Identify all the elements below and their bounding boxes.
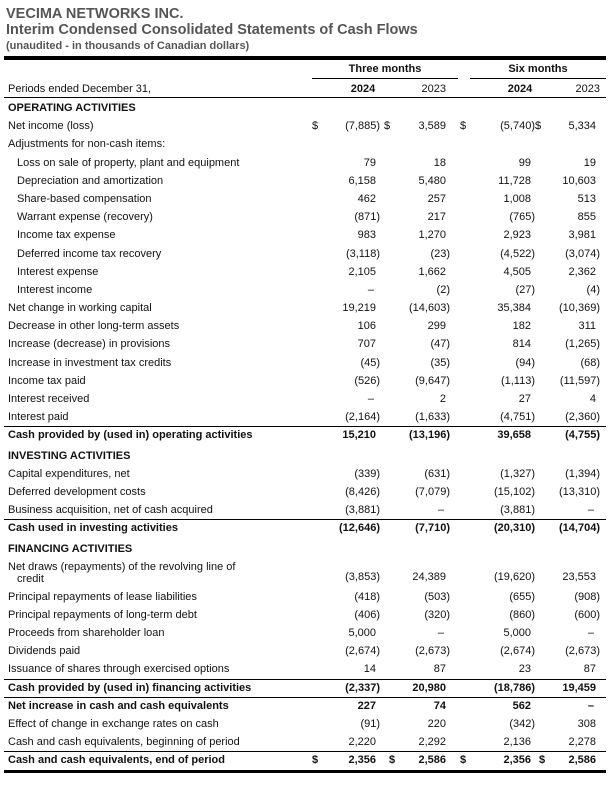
table-row bbox=[0, 172, 613, 190]
total-row bbox=[0, 519, 613, 537]
row-label bbox=[8, 426, 253, 444]
table-row bbox=[0, 354, 613, 372]
value-cell: (600) bbox=[574, 608, 600, 621]
row-label bbox=[8, 299, 152, 317]
value-cell: (3,853) bbox=[345, 570, 380, 583]
value-cell: (908) bbox=[574, 590, 600, 603]
value-cell: (14,704) bbox=[559, 522, 600, 535]
row-label bbox=[8, 390, 89, 408]
value-cell: (7,079) bbox=[415, 485, 450, 498]
value-cell: 311 bbox=[578, 320, 596, 333]
row-label-text: Net increase in cash and cash equivalents bbox=[8, 699, 229, 712]
value-cell: (91) bbox=[360, 718, 380, 730]
table-row bbox=[0, 465, 613, 483]
value-cell: (526) bbox=[354, 374, 380, 387]
value-cell: (860) bbox=[509, 608, 535, 621]
statement-subtitle: (unaudited - in thousands of Canadian dollars) bbox=[6, 40, 250, 52]
row-label bbox=[8, 606, 197, 624]
total-row bbox=[0, 679, 613, 697]
table-row bbox=[0, 335, 613, 353]
value-cell: 35,384 bbox=[497, 302, 531, 315]
value-cell: 99 bbox=[518, 156, 531, 169]
table-row bbox=[0, 697, 613, 715]
value-cell: (9,647) bbox=[415, 374, 450, 387]
value-cell: (3,881) bbox=[500, 504, 535, 517]
row-label bbox=[17, 263, 98, 281]
value-cell: 11,728 bbox=[498, 174, 531, 187]
total-row bbox=[0, 751, 613, 769]
value-cell: (3,074) bbox=[565, 247, 600, 260]
value-cell: (27) bbox=[515, 283, 535, 296]
value-cell: 10,603 bbox=[562, 174, 596, 187]
row-label bbox=[8, 561, 268, 585]
row-label bbox=[8, 117, 94, 135]
row-label-text: Interest received bbox=[8, 393, 90, 405]
column-group-three-months: Three months bbox=[348, 63, 422, 75]
value-cell: 5,000 bbox=[503, 627, 531, 640]
table-row bbox=[0, 190, 613, 208]
value-cell: (1,265) bbox=[565, 338, 600, 351]
table-row bbox=[0, 135, 613, 153]
row-label bbox=[17, 208, 153, 226]
row-label-text: Cash and cash equivalents, end of period bbox=[8, 754, 225, 767]
row-label-text: INVESTING ACTIVITIES bbox=[8, 449, 131, 462]
row-label-text: OPERATING ACTIVITIES bbox=[8, 102, 136, 114]
row-label bbox=[8, 624, 165, 642]
value-cell: (342) bbox=[509, 718, 535, 730]
value-cell: (4) bbox=[586, 283, 600, 296]
table-row bbox=[0, 299, 613, 317]
row-label bbox=[17, 172, 163, 190]
header-underline bbox=[4, 97, 606, 98]
table-row bbox=[0, 281, 613, 299]
value-cell: 2,586 bbox=[568, 754, 596, 767]
group-underline bbox=[470, 78, 606, 79]
currency-symbol: $ bbox=[539, 754, 546, 767]
row-label bbox=[8, 317, 179, 335]
value-cell: 1,270 bbox=[418, 229, 446, 242]
row-label bbox=[8, 679, 251, 697]
value-cell: 87 bbox=[433, 663, 446, 676]
value-cell: 707 bbox=[357, 338, 376, 351]
currency-symbol: $ bbox=[535, 120, 542, 133]
value-cell: (15,102) bbox=[494, 485, 535, 498]
row-label-text: Loss on sale of property, plant and equipment bbox=[17, 156, 240, 169]
value-cell: 308 bbox=[577, 718, 596, 730]
value-cell: 19 bbox=[583, 156, 596, 169]
value-cell: 2,105 bbox=[348, 265, 376, 278]
table-row bbox=[0, 317, 613, 335]
value-cell: (2,164) bbox=[345, 411, 380, 424]
row-label-text: Capital expenditures, net bbox=[8, 467, 130, 480]
value-cell: 87 bbox=[583, 663, 596, 676]
row-label bbox=[17, 226, 115, 244]
value-cell: (631) bbox=[424, 467, 450, 480]
row-label-text: Deferred development costs bbox=[8, 485, 146, 498]
row-label-text: Interest paid bbox=[8, 411, 69, 424]
value-cell: 5,334 bbox=[568, 120, 596, 133]
value-cell: (418) bbox=[354, 590, 380, 603]
currency-symbol: $ bbox=[460, 754, 467, 767]
row-label bbox=[8, 540, 132, 558]
value-cell: (13,310) bbox=[559, 485, 600, 498]
row-label bbox=[8, 465, 130, 483]
row-label-text: Cash provided by (used in) operating activities bbox=[8, 429, 253, 442]
value-cell: 5,480 bbox=[418, 174, 446, 187]
value-cell: 3,589 bbox=[418, 120, 446, 133]
value-cell: 257 bbox=[427, 192, 446, 205]
value-cell: (14,603) bbox=[409, 302, 450, 315]
value-cell: 1,008 bbox=[503, 192, 531, 205]
section-header bbox=[0, 540, 613, 558]
value-cell: (8,426) bbox=[345, 485, 380, 498]
value-cell: 74 bbox=[433, 699, 446, 712]
table-row bbox=[0, 226, 613, 244]
value-cell: 2 bbox=[439, 393, 446, 405]
value-cell: 2,362 bbox=[568, 265, 596, 278]
table-row bbox=[0, 483, 613, 501]
currency-symbol: $ bbox=[312, 120, 319, 133]
value-cell: (45) bbox=[360, 356, 380, 369]
table-row bbox=[0, 245, 613, 263]
table-row bbox=[0, 263, 613, 281]
value-cell: (406) bbox=[354, 608, 380, 621]
table-row bbox=[0, 733, 613, 751]
row-label-text: Deferred income tax recovery bbox=[17, 247, 162, 260]
row-label bbox=[8, 751, 225, 769]
value-cell: (4,522) bbox=[500, 247, 535, 260]
value-cell: – bbox=[367, 283, 374, 296]
row-label-text: Effect of change in exchange rates on cash bbox=[8, 718, 219, 730]
value-cell: 220 bbox=[427, 718, 446, 730]
value-cell: (10,369) bbox=[559, 302, 600, 315]
value-cell: 19,219 bbox=[342, 302, 376, 315]
row-label bbox=[8, 99, 136, 117]
value-cell: 182 bbox=[512, 320, 531, 333]
cash-flow-table bbox=[0, 99, 613, 770]
value-cell: (2,360) bbox=[565, 411, 600, 424]
value-cell: (1,633) bbox=[415, 411, 450, 424]
value-cell: (18,786) bbox=[494, 681, 535, 694]
section-header bbox=[0, 99, 613, 117]
value-cell: 14 bbox=[363, 663, 376, 676]
row-label bbox=[8, 372, 86, 390]
value-cell: 2,292 bbox=[418, 736, 446, 749]
value-cell: 983 bbox=[357, 229, 376, 242]
value-cell: 20,980 bbox=[412, 681, 446, 694]
value-cell: 24,389 bbox=[412, 570, 446, 583]
value-cell: (5,740) bbox=[500, 120, 535, 133]
row-label-text: Depreciation and amortization bbox=[17, 174, 164, 187]
row-label-text: Net change in working capital bbox=[8, 302, 152, 315]
table-row bbox=[0, 715, 613, 733]
row-label-text: Cash used in investing activities bbox=[8, 522, 178, 535]
value-cell: – bbox=[587, 627, 594, 640]
value-cell: (765) bbox=[509, 211, 535, 224]
currency-symbol: $ bbox=[460, 120, 467, 133]
value-cell: (4,755) bbox=[565, 429, 600, 442]
currency-symbol: $ bbox=[312, 754, 319, 767]
row-label-text: Interest income bbox=[17, 283, 93, 296]
value-cell: (2) bbox=[436, 283, 450, 296]
value-cell: (19,620) bbox=[494, 570, 535, 583]
total-row bbox=[0, 426, 613, 444]
header-rule bbox=[4, 56, 606, 60]
value-cell: 299 bbox=[427, 320, 446, 333]
row-label bbox=[8, 588, 197, 606]
value-cell: (1,327) bbox=[500, 467, 535, 480]
row-label bbox=[17, 190, 152, 208]
value-cell: (2,674) bbox=[500, 645, 535, 658]
column-year: 2024 bbox=[507, 83, 533, 95]
table-bottom-rule bbox=[4, 770, 606, 773]
currency-symbol: $ bbox=[389, 754, 396, 767]
value-cell: (320) bbox=[424, 608, 450, 621]
value-cell: (20,310) bbox=[494, 522, 535, 535]
value-cell: (2,674) bbox=[345, 645, 380, 658]
table-row bbox=[0, 208, 613, 226]
row-label-text: Income tax expense bbox=[17, 229, 116, 242]
row-label-text: Share-based compensation bbox=[17, 192, 152, 205]
value-cell: – bbox=[367, 393, 374, 405]
row-label-continuation: credit bbox=[17, 572, 44, 585]
value-cell: 2,356 bbox=[503, 754, 531, 767]
value-cell: – bbox=[587, 699, 594, 712]
value-cell: 15,210 bbox=[342, 429, 376, 442]
table-row bbox=[0, 501, 613, 519]
value-cell: (2,673) bbox=[565, 645, 600, 658]
value-cell: 2,278 bbox=[568, 736, 596, 749]
row-label bbox=[8, 135, 165, 153]
row-label-text: Increase (decrease) in provisions bbox=[8, 338, 171, 351]
value-cell: (4,751) bbox=[500, 411, 535, 424]
value-cell: 23 bbox=[518, 663, 531, 676]
value-cell: 562 bbox=[512, 699, 531, 712]
value-cell: (3,118) bbox=[345, 247, 380, 260]
row-label-text: Issuance of shares through exercised options bbox=[8, 663, 230, 676]
group-underline bbox=[312, 78, 458, 79]
value-cell: 39,658 bbox=[497, 429, 531, 442]
currency-symbol: $ bbox=[384, 120, 391, 133]
table-row bbox=[0, 624, 613, 642]
value-cell: (2,673) bbox=[415, 645, 450, 658]
row-label-text: Decrease in other long-term assets bbox=[8, 320, 180, 333]
table-row bbox=[0, 660, 613, 678]
company-name: VECIMA NETWORKS INC. bbox=[6, 6, 184, 22]
row-label bbox=[8, 660, 229, 678]
row-label-text: Adjustments for non-cash items: bbox=[8, 138, 166, 151]
value-cell: 814 bbox=[512, 338, 531, 351]
row-label bbox=[17, 154, 239, 172]
value-cell: (1,394) bbox=[565, 467, 600, 480]
value-cell: 1,662 bbox=[418, 265, 446, 278]
value-cell: (7,885) bbox=[345, 120, 380, 133]
value-cell: 462 bbox=[357, 192, 376, 205]
value-cell: (655) bbox=[509, 590, 535, 603]
value-cell: (1,113) bbox=[500, 374, 535, 387]
value-cell: (11,597) bbox=[559, 374, 600, 387]
row-label bbox=[8, 519, 178, 537]
value-cell: (3,881) bbox=[345, 504, 380, 517]
row-label-text: Net draws (repayments) of the revolving line of bbox=[8, 560, 236, 573]
value-cell: 79 bbox=[363, 156, 376, 169]
row-label bbox=[8, 733, 240, 751]
value-cell: – bbox=[437, 627, 444, 640]
value-cell: 4,505 bbox=[503, 265, 531, 278]
value-cell: 18 bbox=[433, 156, 446, 169]
value-cell: (7,710) bbox=[415, 522, 450, 535]
row-label-text: Increase in investment tax credits bbox=[8, 356, 172, 369]
section-header bbox=[0, 447, 613, 465]
value-cell: (94) bbox=[515, 356, 535, 369]
row-label-text: Business acquisition, net of cash acquired bbox=[8, 504, 213, 517]
row-label-text: Net income (loss) bbox=[8, 120, 94, 133]
row-label bbox=[17, 245, 161, 263]
value-cell: (503) bbox=[424, 590, 450, 603]
row-label bbox=[8, 335, 170, 353]
row-label bbox=[8, 715, 219, 733]
value-cell: 27 bbox=[518, 393, 531, 405]
value-cell: (47) bbox=[430, 338, 450, 351]
value-cell: (871) bbox=[354, 211, 380, 224]
row-label bbox=[8, 483, 146, 501]
table-row bbox=[0, 390, 613, 408]
value-cell: – bbox=[437, 504, 444, 517]
value-cell: (13,196) bbox=[409, 429, 450, 442]
value-cell: (68) bbox=[580, 356, 600, 369]
row-label bbox=[8, 408, 69, 426]
row-label bbox=[8, 697, 229, 715]
table-row bbox=[0, 408, 613, 426]
row-label-text: Principal repayments of long-term debt bbox=[8, 608, 197, 621]
column-year: 2024 bbox=[350, 83, 376, 95]
row-label-text: Income tax paid bbox=[8, 374, 86, 387]
value-cell: 23,553 bbox=[562, 570, 596, 583]
value-cell: 3,981 bbox=[568, 229, 596, 242]
row-label bbox=[17, 281, 92, 299]
row-label bbox=[8, 354, 171, 372]
value-cell: 217 bbox=[427, 211, 446, 224]
value-cell: 2,220 bbox=[348, 736, 376, 749]
row-label-text: Proceeds from shareholder loan bbox=[8, 627, 165, 640]
row-label-text: Dividends paid bbox=[8, 645, 81, 658]
value-cell: (339) bbox=[354, 467, 380, 480]
value-cell: 5,000 bbox=[348, 627, 376, 640]
value-cell: – bbox=[587, 504, 594, 517]
table-row bbox=[0, 606, 613, 624]
value-cell: 19,459 bbox=[562, 681, 596, 694]
value-cell: 2,586 bbox=[418, 754, 446, 767]
table-row bbox=[0, 154, 613, 172]
value-cell: 106 bbox=[357, 320, 376, 333]
row-label bbox=[8, 501, 213, 519]
period-label: Periods ended December 31, bbox=[8, 83, 152, 95]
value-cell: 855 bbox=[577, 211, 596, 224]
row-label bbox=[8, 447, 130, 465]
row-label-text: FINANCING ACTIVITIES bbox=[8, 542, 133, 555]
table-row bbox=[0, 372, 613, 390]
table-row bbox=[0, 642, 613, 660]
row-label-text: Principal repayments of lease liabilities bbox=[8, 590, 197, 603]
column-group-six-months: Six months bbox=[508, 63, 568, 75]
table-row bbox=[0, 117, 613, 135]
column-year: 2023 bbox=[421, 83, 446, 95]
column-year: 2023 bbox=[575, 83, 600, 95]
value-cell: 227 bbox=[357, 699, 376, 712]
row-label-text: Cash provided by (used in) financing activities bbox=[8, 681, 252, 694]
value-cell: 2,136 bbox=[503, 736, 531, 749]
table-row bbox=[0, 558, 613, 588]
value-cell: (2,337) bbox=[345, 681, 380, 694]
row-label bbox=[8, 642, 80, 660]
value-cell: 513 bbox=[577, 192, 596, 205]
value-cell: (35) bbox=[430, 356, 450, 369]
row-label-text: Interest expense bbox=[17, 265, 99, 278]
table-row bbox=[0, 588, 613, 606]
value-cell: 4 bbox=[589, 393, 596, 405]
value-cell: (12,646) bbox=[339, 522, 380, 535]
statement-title: Interim Condensed Consolidated Statements of Cash Flows bbox=[6, 22, 418, 38]
value-cell: 2,356 bbox=[348, 754, 376, 767]
row-label-text: Warrant expense (recovery) bbox=[17, 211, 153, 224]
value-cell: 6,158 bbox=[348, 174, 376, 187]
row-label-text: Cash and cash equivalents, beginning of period bbox=[8, 736, 240, 749]
value-cell: 2,923 bbox=[503, 229, 531, 242]
value-cell: (23) bbox=[430, 247, 450, 260]
